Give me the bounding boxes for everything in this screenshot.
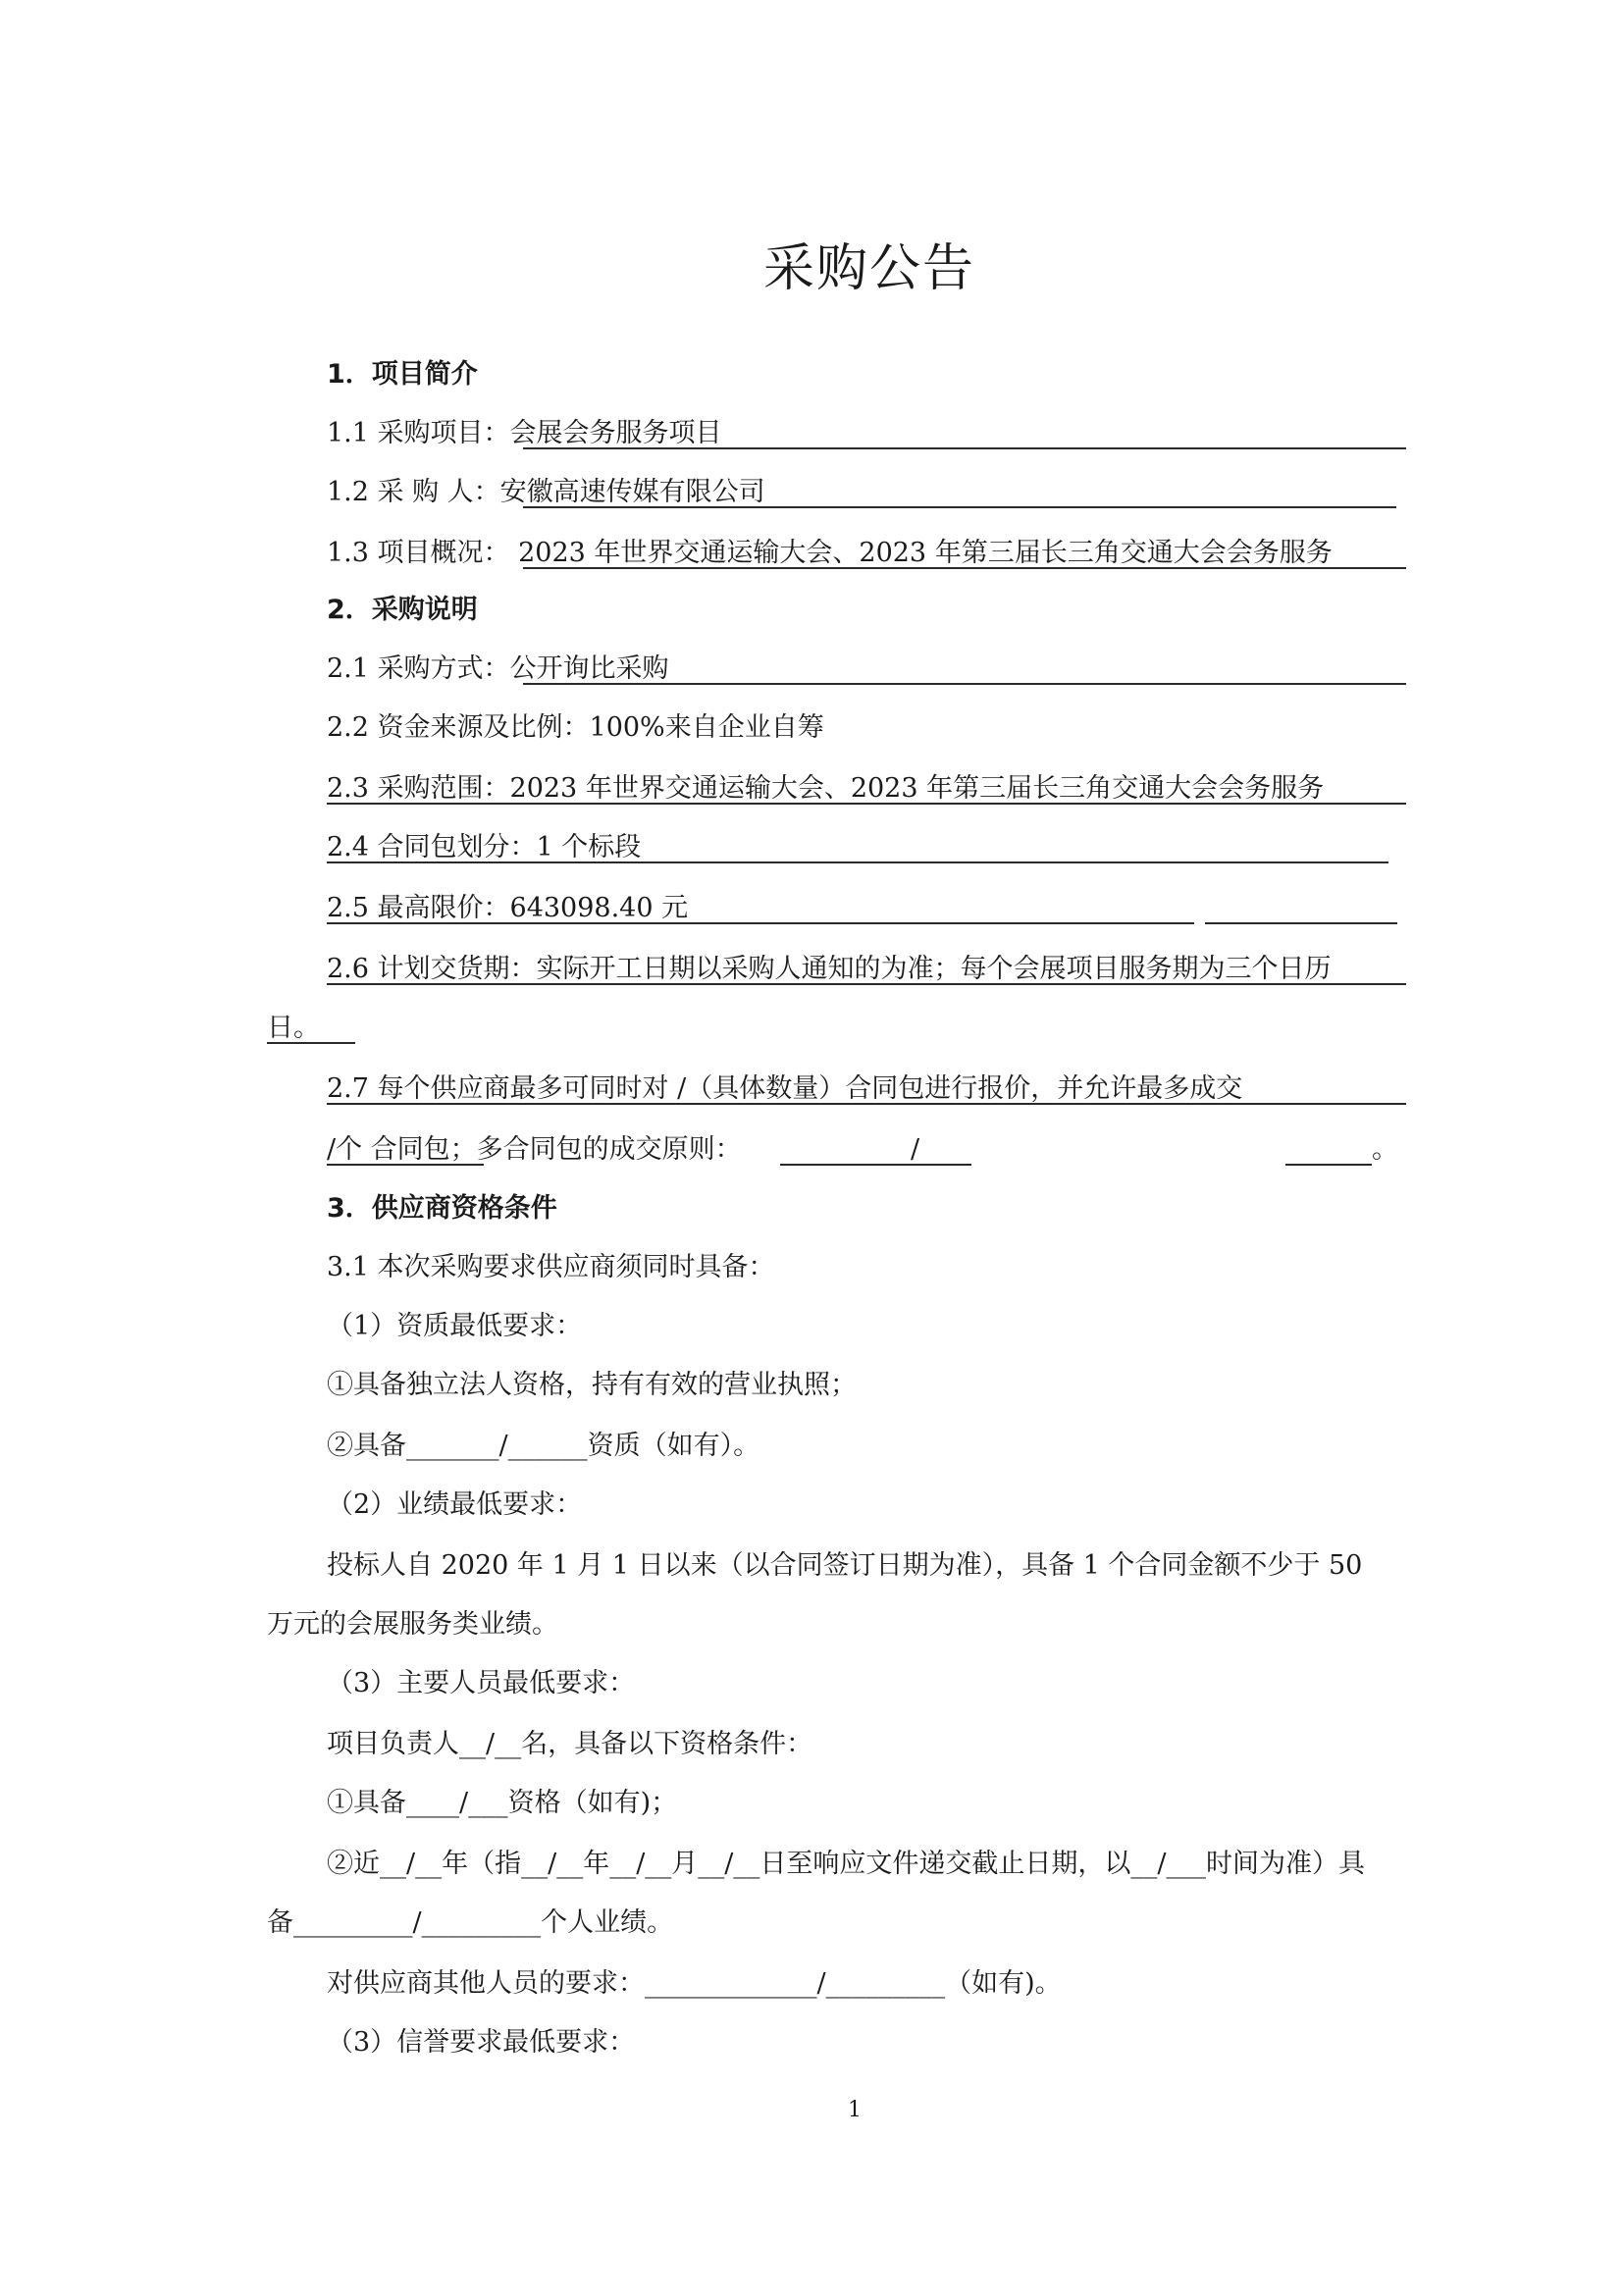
underline-2-7b xyxy=(327,1164,484,1166)
underline-1-2 xyxy=(523,506,1396,508)
item-2-3: 2.3 采购范围：2023 年世界交通运输大会、2023 年第三届长三角交通大会会务服务 xyxy=(327,773,1325,804)
section-1-heading: 1．项目简介 xyxy=(327,359,478,390)
underline-2-7d xyxy=(1285,1164,1372,1166)
item-2-5: 2.5 最高限价：643098.40 元 xyxy=(327,893,689,923)
item-2-1: 2.1 采购方式：公开询比采购 xyxy=(327,653,669,684)
item-2-6-line1: 2.6 计划交货期：实际开工日期以采购人通知的为准；每个会展项目服务期为三个日历 xyxy=(327,954,1332,984)
qual-1-a: ①具备独立法人资格，持有有效的营业执照； xyxy=(327,1370,857,1400)
underline-2-6b xyxy=(267,1042,355,1044)
item-2-7-line2b: / xyxy=(911,1134,920,1165)
item-1-2: 1.2 采 购 人：安徽高速传媒有限公司 xyxy=(327,477,765,507)
underline-2-3 xyxy=(327,803,1406,805)
underline-2-7c xyxy=(780,1164,971,1166)
page-title: 采购公告 xyxy=(763,239,976,298)
qual-4-title: （3）信誉要求最低要求： xyxy=(327,2027,636,2058)
qual-3-c-line1: ②近__/__年（指__/__年__/__月__/__日至响应文件递交截止日期，以__/___时间为准）具 xyxy=(327,1849,1365,1879)
item-2-6-line2: 日。 xyxy=(267,1013,320,1043)
underline-2-6a xyxy=(327,983,1406,985)
underline-1-1 xyxy=(523,447,1406,449)
underline-1-3 xyxy=(523,567,1406,569)
item-2-4: 2.4 合同包划分：1 个标段 xyxy=(327,832,642,862)
item-3-1: 3.1 本次采购要求供应商须同时具备： xyxy=(327,1252,775,1282)
qual-2-text-line2: 万元的会展服务类业绩。 xyxy=(267,1609,558,1640)
item-2-7-line2a: /个 合同包；多合同包的成交原则： xyxy=(327,1134,742,1165)
page-number: 1 xyxy=(848,2098,862,2122)
qual-2-title: （2）业绩最低要求： xyxy=(327,1489,583,1520)
item-1-1: 1.1 采购项目：会展会务服务项目 xyxy=(327,418,722,448)
underline-2-5a xyxy=(327,922,1194,924)
underline-2-4 xyxy=(327,861,1388,863)
qual-2-text-line1: 投标人自 2020 年 1 月 1 日以来（以合同签订日期为准），具备 1 个合同金额不少于 50 xyxy=(327,1550,1363,1581)
qual-1-b: ②具备_______/______资质（如有）。 xyxy=(327,1431,760,1461)
item-1-3: 1.3 项目概况： 2023 年世界交通运输大会、2023 年第三届长三角交通大会会务服务 xyxy=(327,538,1333,568)
underline-2-5b xyxy=(1205,922,1397,924)
item-2-2: 2.2 资金来源及比例：100%来自企业自筹 xyxy=(327,712,824,743)
underline-2-7a xyxy=(327,1103,1406,1105)
underline-2-1 xyxy=(523,683,1406,685)
qual-3-a: 项目负责人__/__名，具备以下资格条件： xyxy=(327,1729,813,1759)
qual-3-title: （3）主要人员最低要求： xyxy=(327,1668,636,1698)
qual-1-title: （1）资质最低要求： xyxy=(327,1311,583,1341)
section-3-heading: 3．供应商资格条件 xyxy=(327,1193,557,1224)
item-2-7-line1: 2.7 每个供应商最多可同时对 /（具体数量）合同包进行报价，并允许最多成交 xyxy=(327,1073,1243,1104)
qual-3-c-line2: 备_________/_________个人业绩。 xyxy=(267,1907,674,1938)
qual-3-b: ①具备____/___资格（如有)； xyxy=(327,1788,678,1818)
item-2-7-line2c: 。 xyxy=(1372,1134,1398,1165)
section-2-heading: 2．采购说明 xyxy=(327,595,478,625)
qual-3-d: 对供应商其他人员的要求：_____________/_________（如有)。 xyxy=(327,1968,1062,1999)
